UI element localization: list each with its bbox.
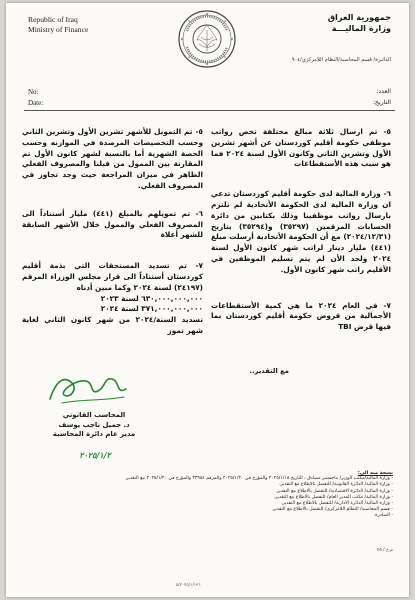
ministry-name-en: Ministry of Finance xyxy=(28,24,89,34)
copy-item: - وزارة المالية/ الدائرة الاقتصادية/ للتفضل بالاطلاع مع التقدير. xyxy=(275,488,393,494)
answers-column xyxy=(22,127,203,347)
date-label-en: Date: xyxy=(28,98,44,107)
answer-6: ٦- تم تمويلهم بالمبلغ (٤٤١) مليار أستناداً الى المصروف الفعلي والممول خلال الأشهر السابقة للشهر أعلاة xyxy=(22,208,203,240)
questions-column xyxy=(211,127,391,343)
footer-code: ٥/٢٠٢٥/١/١٣٦ xyxy=(176,582,201,587)
question-5: ٥- تم ارسال ثلاثة مبالغ مختلفة تخص رواتب موظفي حكومة أقليم كوردستان عن أشهر تشرين الأول وتشرين الثاني وكانون الأول لسنة ٢٠٢٤ فما هو سبب هذه الأستقطاعات xyxy=(211,127,392,169)
copy-item: - الصادرة. xyxy=(373,513,393,519)
letter-page xyxy=(6,3,409,597)
answer-7 xyxy=(22,261,203,337)
reference-fields-en xyxy=(28,87,43,108)
closing-regards: مع التقدير.. xyxy=(249,367,289,375)
header-divider xyxy=(24,110,395,111)
number-label-en: No: xyxy=(28,88,39,96)
copy-item: - وزارة المالية/مكتب الوزير/ ماجستير مصادق ، التاريخ ٢٠٢٥/١/١٨ والمؤرخ في ٢٠٢٥/١/٢٠ والمرقم ٣٣٩٥٤ والمؤرخ في ٢٠٢٥/١/٢٠ مع التقدير. xyxy=(124,476,393,482)
signatory-position: مدير عام دائرة المحاسبة xyxy=(52,430,136,439)
date-label-ar: التاريخ: xyxy=(372,98,391,106)
letterhead-english xyxy=(28,15,148,34)
signatory-name: د. جميل ناجب يوسف xyxy=(58,420,130,429)
answer-5: ٥- تم التمويل للأشهر تشرين الأول وتشرين الثاني وحسب التخصيصات المرصدة في الموازنه وحسب الحصة الشهرية أما بالنسبة لشهر كانون الأول تم المقارنة بين الممول من قبلنا والمصروف الفعلي الظاهر في ميزان المراجعة حيث وجد تجاوز في المصروف الفعلي. xyxy=(22,127,203,190)
department-line: الدائـرة/ قسم المحاسبة/النظام اللامركزي/٩٠٤ xyxy=(291,57,391,63)
question-7: ٧- في العام ٢٠٢٤ ما هي كمية الأستقطاعات الأجمالية من قروض حكومة أقليم كوردستان بما فيها قرض TBI xyxy=(211,300,391,332)
ministry-name-ar: وزارة الماليـــة xyxy=(331,23,391,33)
question-6: ٦- وزارة المالية لدى حكومة أقليم كوردستان تدعي ان وزارة المالية لدى الحكومة الأتحادية لم تلتزم بارسال رواتب موظفينا وذلك بكتابين من دائرة الحسابات المرقمين (٣٥٢٩٧) و(٣٥٢٩٤) بتاريخ (٢٠٢٤/١٢/٣١) مع أن الحكومة الأتحادية أرسلت مبلغ (٤٤١) مليار دينار لراتب شهر كانون الأول لسنة ٢٠٢٤ ولحد الأن لم يتم تسليم الموظفين في الأقليم راتب شهر كانون الأول. xyxy=(211,189,391,274)
repayment-note: تسديد السنة/٢٠٢٤ من شهر كانون الثاني لغاية شهر تموز xyxy=(22,315,203,335)
copies-title: نسخة منه الى: xyxy=(357,470,393,476)
copy-item: - وزارة المالية/ الدائرة القانونية/ للتفضل بالاطلاع مع التقدير. xyxy=(278,482,393,488)
copies-list xyxy=(23,470,393,520)
signature-block xyxy=(46,411,142,440)
copy-item: - وزارة المالية/ مكتب المدير العام/ للتفضل بالاطلاع مع التقدير. xyxy=(273,494,393,500)
amount-2024: ٣٧١,٠٠٠,٠٠٠,٠٠٠ لسنة ٢٠٢٤ xyxy=(100,304,203,314)
reference-fields-ar xyxy=(373,87,391,108)
amount-2023: ٦٣٠,٠٠٠,٠٠٠,٠٠٠ لسنة ٢٠٢٣ xyxy=(100,293,203,303)
stamp-line: م.ح / ٢٥ xyxy=(377,548,393,553)
signatory-title: المحاسب القانوني xyxy=(62,411,126,419)
handwritten-signature xyxy=(42,369,134,407)
letterhead-arabic xyxy=(251,12,391,34)
handwritten-date: ٢٠٢٥/١/٢ xyxy=(79,450,111,460)
answer-7-intro: ٧- تم تسديد المستحقات التي بذمة أقليم كوردستان أستناداً الى قرار مجلس الوزراء المرقم (٢٤١٩٧) لسنة ٢٠٢٤ وكما مبين أدناه xyxy=(22,261,203,292)
number-label-ar: العدد: xyxy=(376,88,391,95)
copy-item: - وزارة المالية/ الدائرة الادارية/ للتفضل بالاطلاع مع التقدير. xyxy=(280,501,393,507)
country-name-ar: جمهورية العراق xyxy=(327,12,391,22)
country-name-en: Republic of Iraq xyxy=(28,15,78,24)
copy-item: - قسم المحاسبة/ النظام اللامركزي/ للتفضل بالاطلاع مع التقدير. xyxy=(271,507,393,513)
